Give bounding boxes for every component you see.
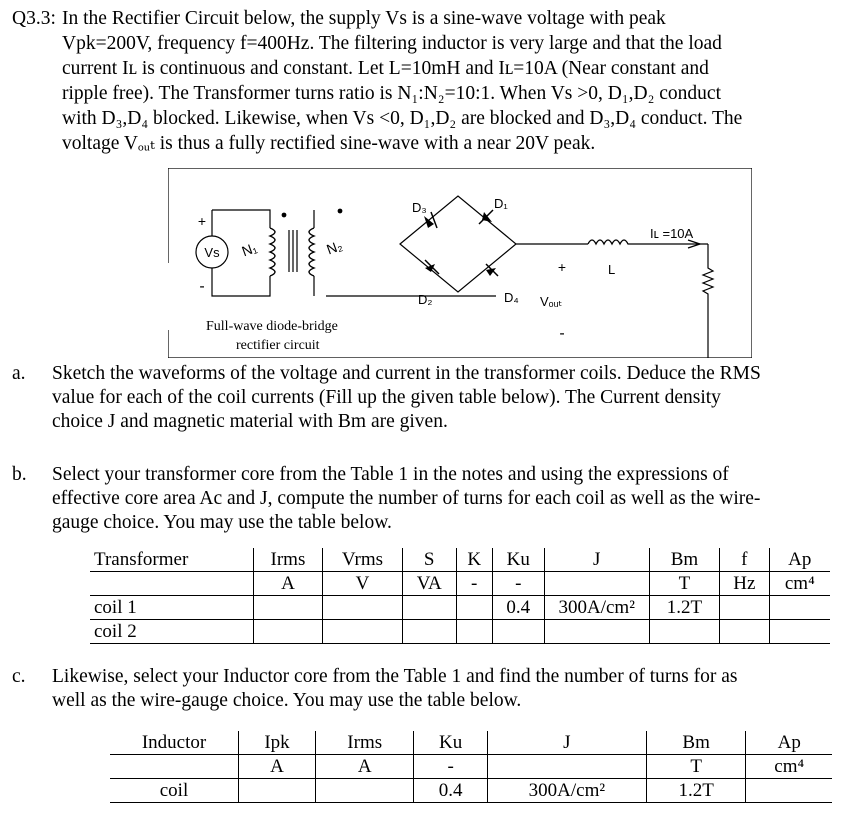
- table-cell: [720, 620, 769, 644]
- table-cell: [323, 620, 403, 644]
- table-unit-cell: VA: [402, 572, 456, 596]
- question-line: current Iʟ is continuous and constant. Let L=10mH and Iʟ=10A (Near constant and: [62, 58, 709, 79]
- n1-label: N₁: [239, 239, 260, 260]
- table-cell: [456, 596, 492, 620]
- table-header-cell: Ap: [769, 548, 830, 572]
- n2-label: N₂: [324, 237, 345, 258]
- part-a-line: value for each of the coil currents (Fill up the given table below). The Current density: [52, 387, 721, 408]
- table-unit-cell: [90, 572, 253, 596]
- table-cell: [544, 620, 649, 644]
- inductor-table: [110, 731, 832, 803]
- table-cell: 0.4: [492, 596, 544, 620]
- table-cell: [649, 620, 719, 644]
- table-unit-cell: T: [649, 572, 719, 596]
- table-cell: [720, 596, 769, 620]
- vs-label: Vs: [204, 245, 220, 260]
- caption-line-1: Full-wave diode-bridge: [206, 319, 338, 334]
- table-header-cell: K: [456, 548, 492, 572]
- table-header-cell: f: [720, 548, 769, 572]
- table-unit-cell: [110, 755, 239, 779]
- table-header-cell: J: [544, 548, 649, 572]
- table-unit-cell: V: [323, 572, 403, 596]
- table-cell: [402, 620, 456, 644]
- table-unit-cell: [487, 755, 646, 779]
- part-b-text: [52, 463, 842, 535]
- table-cell: [456, 620, 492, 644]
- caption-line-2: rectifier circuit: [236, 338, 320, 353]
- table-header-row: [110, 731, 832, 755]
- d1-label: D₁: [494, 196, 508, 211]
- table-unit-cell: cm⁴: [746, 755, 832, 779]
- question-line: voltage Vₒᵤₜ is thus a fully rectified sine-wave with a near 20V peak.: [62, 133, 596, 154]
- part-a: [12, 362, 842, 437]
- vs-plus-sign: +: [197, 213, 207, 229]
- table-header-cell: Bm: [646, 731, 746, 755]
- table-cell: [769, 620, 830, 644]
- d2-label: D₂: [418, 292, 433, 307]
- table-header-cell: Vrms: [323, 548, 403, 572]
- table-units-row: [110, 755, 832, 779]
- table-unit-cell: -: [492, 572, 544, 596]
- table-unit-cell: A: [253, 572, 323, 596]
- part-a-line: choice J and magnetic material with Bm are given.: [52, 411, 448, 432]
- source-wire-bottom: [212, 268, 270, 296]
- rectifier-circuit-diagram: [168, 168, 752, 358]
- table-header-cell: Inductor: [110, 731, 239, 755]
- table-cell: [323, 596, 403, 620]
- table-unit-cell: A: [316, 755, 414, 779]
- diode-d1-symbol: [479, 210, 493, 224]
- il-label: Iʟ =10A: [650, 226, 694, 241]
- table-cell: [746, 779, 832, 803]
- part-b-label: b.: [12, 464, 27, 485]
- source-wire-top: [212, 210, 270, 228]
- part-b-line: effective core area Ac and J, compute the number of turns for each coil as well as the wire-: [52, 488, 761, 509]
- question-line: In the Rectifier Circuit below, the supply Vs is a sine-wave voltage with peak: [62, 8, 666, 29]
- vout-plus-sign: +: [557, 259, 567, 275]
- part-c-text: [52, 665, 842, 713]
- primary-dot: [282, 213, 287, 218]
- secondary-dot: [338, 209, 343, 214]
- question-line: Vpk=200V, frequency f=400Hz. The filtering inductor is very large and that the load: [62, 33, 722, 54]
- part-b-line: Select your transformer core from the Table 1 in the notes and using the expressions of: [52, 464, 729, 485]
- table-cell: 1.2T: [646, 779, 746, 803]
- table-cell: 300A/cm²: [487, 779, 646, 803]
- inductor-l-label: L: [608, 262, 616, 277]
- d4-label: D₄: [504, 290, 519, 305]
- part-c-label: c.: [12, 666, 26, 687]
- table-header-cell: Ipk: [239, 731, 316, 755]
- table-cell: [492, 620, 544, 644]
- table-cell: [402, 596, 456, 620]
- table-cell: 0.4: [414, 779, 487, 803]
- vout-minus-sign: -: [559, 325, 565, 342]
- part-a-label: a.: [12, 363, 26, 384]
- table-row: [110, 779, 832, 803]
- part-b-line: gauge choice. You may use the table below.: [52, 512, 392, 533]
- transformer-table: [90, 548, 830, 644]
- d3-label: D₃: [412, 200, 427, 215]
- part-b: [12, 463, 842, 538]
- primary-coil: [270, 228, 275, 276]
- question-line: with D₃,D₄ blocked. Likewise, when Vs <0, D₁,D₂ are blocked and D₃,D₄ conduct. The: [62, 108, 743, 129]
- table-unit-cell: -: [456, 572, 492, 596]
- table-units-row: [90, 572, 830, 596]
- table-unit-cell: cm⁴: [769, 572, 830, 596]
- question-number: Q3.3:: [12, 8, 56, 29]
- table-header-cell: S: [402, 548, 456, 572]
- table-cell: 300A/cm²: [544, 596, 649, 620]
- table-unit-cell: [544, 572, 649, 596]
- table-row: [90, 620, 830, 644]
- table-header-cell: Irms: [253, 548, 323, 572]
- table-header-cell: Ku: [492, 548, 544, 572]
- table-cell: [253, 620, 323, 644]
- table-header-cell: Ku: [414, 731, 487, 755]
- table-header-cell: Ap: [746, 731, 832, 755]
- part-a-line: Sketch the waveforms of the voltage and current in the transformer coils. Deduce the RMS: [52, 363, 761, 384]
- table-cell: coil: [110, 779, 239, 803]
- secondary-coil: [309, 228, 314, 276]
- table-cell: coil 1: [90, 596, 253, 620]
- table-cell: coil 2: [90, 620, 253, 644]
- table-header-row: [90, 548, 830, 572]
- question-body: [62, 6, 840, 156]
- table-unit-cell: T: [646, 755, 746, 779]
- table-cell: [316, 779, 414, 803]
- table-cell: [239, 779, 316, 803]
- table-cell: 1.2T: [649, 596, 719, 620]
- table-unit-cell: -: [414, 755, 487, 779]
- table-row: [90, 596, 830, 620]
- diode-d4-symbol: [486, 264, 498, 276]
- table-header-cell: J: [487, 731, 646, 755]
- part-c: [12, 665, 842, 715]
- table-header-cell: Transformer: [90, 548, 253, 572]
- question-line: ripple free). The Transformer turns ratio is N₁:N₂=10:1. When Vs >0, D₁,D₂ conduct: [62, 83, 722, 104]
- table-header-cell: Bm: [649, 548, 719, 572]
- part-a-text: [52, 362, 842, 434]
- vout-label: Vₒᵤₜ: [540, 294, 563, 309]
- part-c-line: well as the wire-gauge choice. You may use the table below.: [52, 690, 522, 711]
- table-header-cell: Irms: [316, 731, 414, 755]
- vs-minus-sign: -: [199, 278, 205, 295]
- table-unit-cell: Hz: [720, 572, 769, 596]
- load-resistor: [703, 244, 713, 358]
- table-unit-cell: A: [239, 755, 316, 779]
- part-c-line: Likewise, select your Inductor core from the Table 1 and find the number of turns for as: [52, 666, 738, 687]
- table-cell: [253, 596, 323, 620]
- table-cell: [769, 596, 830, 620]
